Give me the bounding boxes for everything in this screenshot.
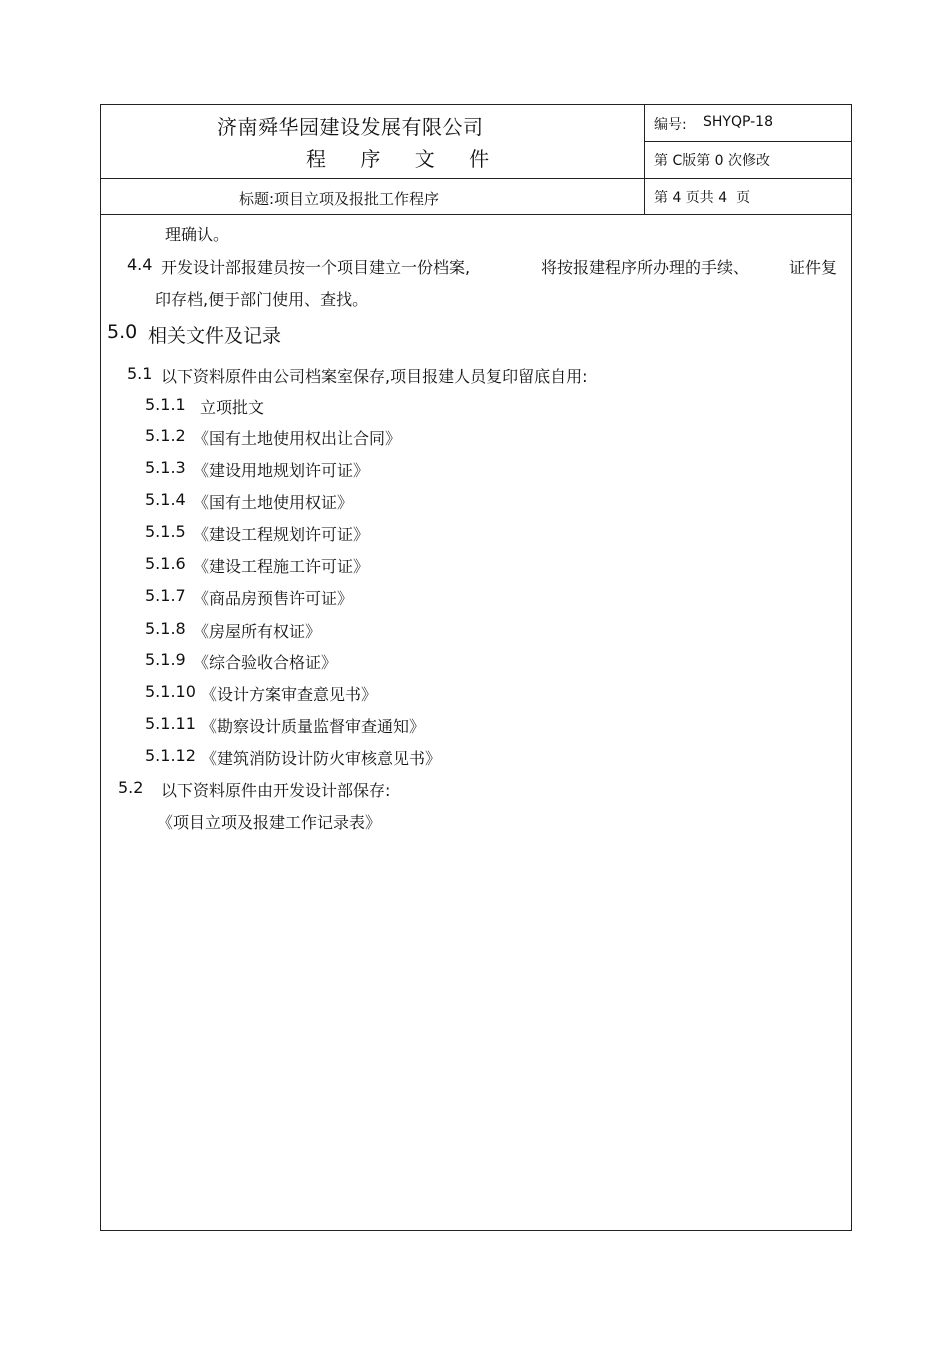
item-4-4-text-a: 开发设计部报建员按一个项目建立一份档案, (161, 258, 471, 277)
continuation-text: 理确认。 (165, 225, 230, 244)
item-5-2-text: 以下资料原件由开发设计部保存: (161, 781, 391, 800)
item-4-4-number: 4.4 (127, 255, 153, 274)
list-item-text: 《建筑消防设计防火审核意见书》 (201, 749, 442, 768)
code-label: 编号: (654, 117, 687, 133)
list-item-number: 5.1.11 (145, 714, 196, 733)
record-form-name: 《项目立项及报建工作记录表》 (157, 813, 382, 832)
item-4-4-text-c: 证件复 (789, 258, 838, 277)
item-5-1-text: 以下资料原件由公司档案室保存,项目报建人员复印留底自用: (161, 367, 588, 386)
header-divider-main (101, 178, 851, 179)
code-value: SHYQP-18 (703, 114, 773, 130)
list-item-text: 《房屋所有权证》 (193, 622, 322, 641)
section-5-number: 5.0 (107, 321, 138, 343)
header-column-divider (644, 105, 645, 214)
list-item-text: 《建设工程施工许可证》 (193, 557, 370, 576)
list-item-number: 5.1.6 (145, 554, 186, 573)
list-item-number: 5.1.3 (145, 458, 186, 477)
list-item-number: 5.1.7 (145, 586, 186, 605)
company-name: 济南舜华园建设发展有限公司 (217, 115, 484, 139)
list-item-number: 5.1.8 (145, 619, 186, 638)
section-5-title: 相关文件及记录 (148, 325, 282, 347)
list-item-text: 《国有土地使用权证》 (193, 493, 354, 512)
list-item-number: 5.1.1 (145, 395, 186, 414)
version-info: 第 C版第 0 次修改 (654, 153, 771, 169)
document-frame (100, 104, 852, 1231)
list-item-number: 5.1.5 (145, 522, 186, 541)
list-item-text: 《建设用地规划许可证》 (193, 461, 370, 480)
list-item-number: 5.1.2 (145, 426, 186, 445)
list-item-number: 5.1.12 (145, 746, 196, 765)
page-info: 第 4 页共 4 页 (654, 190, 751, 206)
item-5-2-number: 5.2 (118, 778, 144, 797)
document-title: 标题:项目立项及报批工作程序 (239, 190, 440, 208)
item-4-4-text-line2: 印存档,便于部门使用、查找。 (155, 290, 369, 309)
header-divider-right (644, 141, 851, 142)
list-item-text: 立项批文 (200, 398, 265, 417)
item-5-1-number: 5.1 (127, 364, 153, 383)
list-item-number: 5.1.10 (145, 682, 196, 701)
list-item-text: 《勘察设计质量监督审查通知》 (201, 717, 426, 736)
list-item-number: 5.1.9 (145, 650, 186, 669)
list-item-text: 《国有土地使用权出让合同》 (193, 429, 402, 448)
list-item-text: 《设计方案审查意见书》 (201, 685, 378, 704)
doc-type: 程 序 文 件 (306, 147, 504, 171)
header-divider-bottom (101, 214, 851, 215)
list-item-text: 《综合验收合格证》 (193, 653, 338, 672)
item-4-4-text-b: 将按报建程序所办理的手续、 (541, 258, 750, 277)
list-item-text: 《建设工程规划许可证》 (193, 525, 370, 544)
list-item-number: 5.1.4 (145, 490, 186, 509)
list-item-text: 《商品房预售许可证》 (193, 589, 354, 608)
